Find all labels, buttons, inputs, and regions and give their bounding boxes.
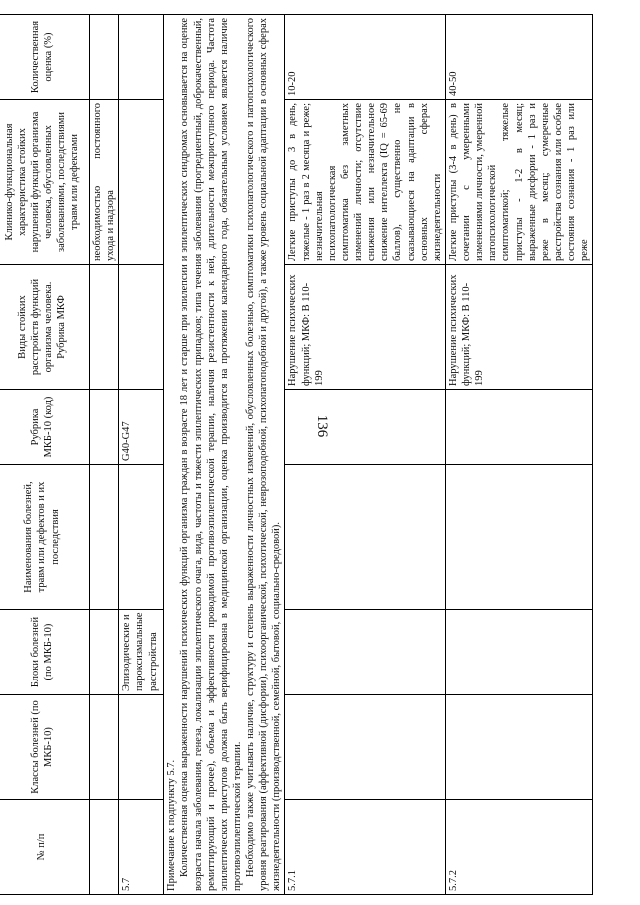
header-code: Рубрика МКБ-10 (код) [0,390,90,465]
row-num: 5.7 [119,800,164,895]
row-score: 10-20 [285,15,446,100]
row-disorder: Нарушение психических функций; МКФ: В 110-199 [445,265,592,390]
page-number: 136 [314,414,330,438]
header-disease: Наименования болезней, травм или дефектов и их последствия [0,465,90,610]
note-title: Примечание к подпункту 5.7. [166,759,178,891]
row-block: Эпизодические и пароксизмальные расстройства [119,610,164,695]
header-characteristic: Клинико-функциональная характеристика стойких нарушений функций организма человека, обусловленных заболеваниями, последствиями травм или дефектами [0,100,90,265]
header-num: № п/п [0,800,90,895]
row-characteristic: Легкие приступы (3-4 в день) в сочетании с умеренными изменениями личности, умеренной патопсихологической симптоматикой; тяжелые приступы - 1-2 в месяц; выраженные дисфории - 1 раз и реже в месяц; сумеречные расстройства сознания или особые состояния сознания - 1 раз или реже [445,100,592,265]
header-block: Блоки болезней (по МКБ-10) [0,610,90,695]
row-5-7-1 [285,15,446,895]
note-row [164,15,285,895]
row-code: G40-G47 [119,390,164,465]
row-disorder: Нарушение психических функций; МКФ: В 110-199 [285,265,446,390]
row-num: 5.7.2 [445,800,592,895]
header-disorder-type: Виды стойких расстройств функций организма человека. Рубрика МКФ [0,265,90,390]
row-5-7 [119,15,164,895]
rotated-page [0,15,591,895]
header-class: Классы болезней (по МКБ-10) [0,695,90,800]
row-5-7-2 [445,15,592,895]
note-paragraph-1: Количественная оценка выраженности нарушений психических функций организма граждан в возрасте 18 лет и старше при эпилепсии и эпилептических синдромах основывается на оценке возраста начала заболевания, генеза, локализации эпилептического очага, вида, частоты и тяжести эпилептических припадков; типа течения заболевания (прогредиентный, доброкачественный, ремиттирующий и прочее), объема и эффективности проводимой противоэпилептической терапии, наличия резистентности к ней, длительности межприступного периода. Частота эпилептических приступов должна быть верифицирована в медицинской организации, оценка производится на протяжении календарного года, обязательным условием является наличие противоэпилептической терапии. [179,18,243,891]
continuation-row [90,15,119,895]
row-characteristic: Легкие приступы до 3 в день, тяжелые - 1 раз в 2 месяца и реже; незначительная психопатологическая симптоматика без заметных изменений личности; отсутствие снижения или незначительное снижение интеллекта (IQ = 65-69 баллов), существенно не сказывающиеся на адаптации в основных сферах жизнедеятельности [285,100,446,265]
header-score: Количественная оценка (%) [0,15,90,100]
row-num: 5.7.1 [285,800,446,895]
continuation-text: необходимостью постоянного ухода и надзора [90,100,119,265]
disability-table [0,14,593,895]
note-paragraph-2: Необходимо также учитывать наличие, структуру и степень выраженности личностных изменений, обусловленных болезнью, симптоматики психопатологического и патопсихологического уровня реагирования (аффективной (дисфории), психоорганической, психотической, неврозоподобной, психопатоподобной и другой), а также уровень социальной адаптации в основных сферах жизнедеятельности (производственной, семейной, бытовой, социально-средовой). [245,18,283,891]
note-cell [164,15,285,895]
header-row [0,15,90,895]
row-score: 40-50 [445,15,592,100]
